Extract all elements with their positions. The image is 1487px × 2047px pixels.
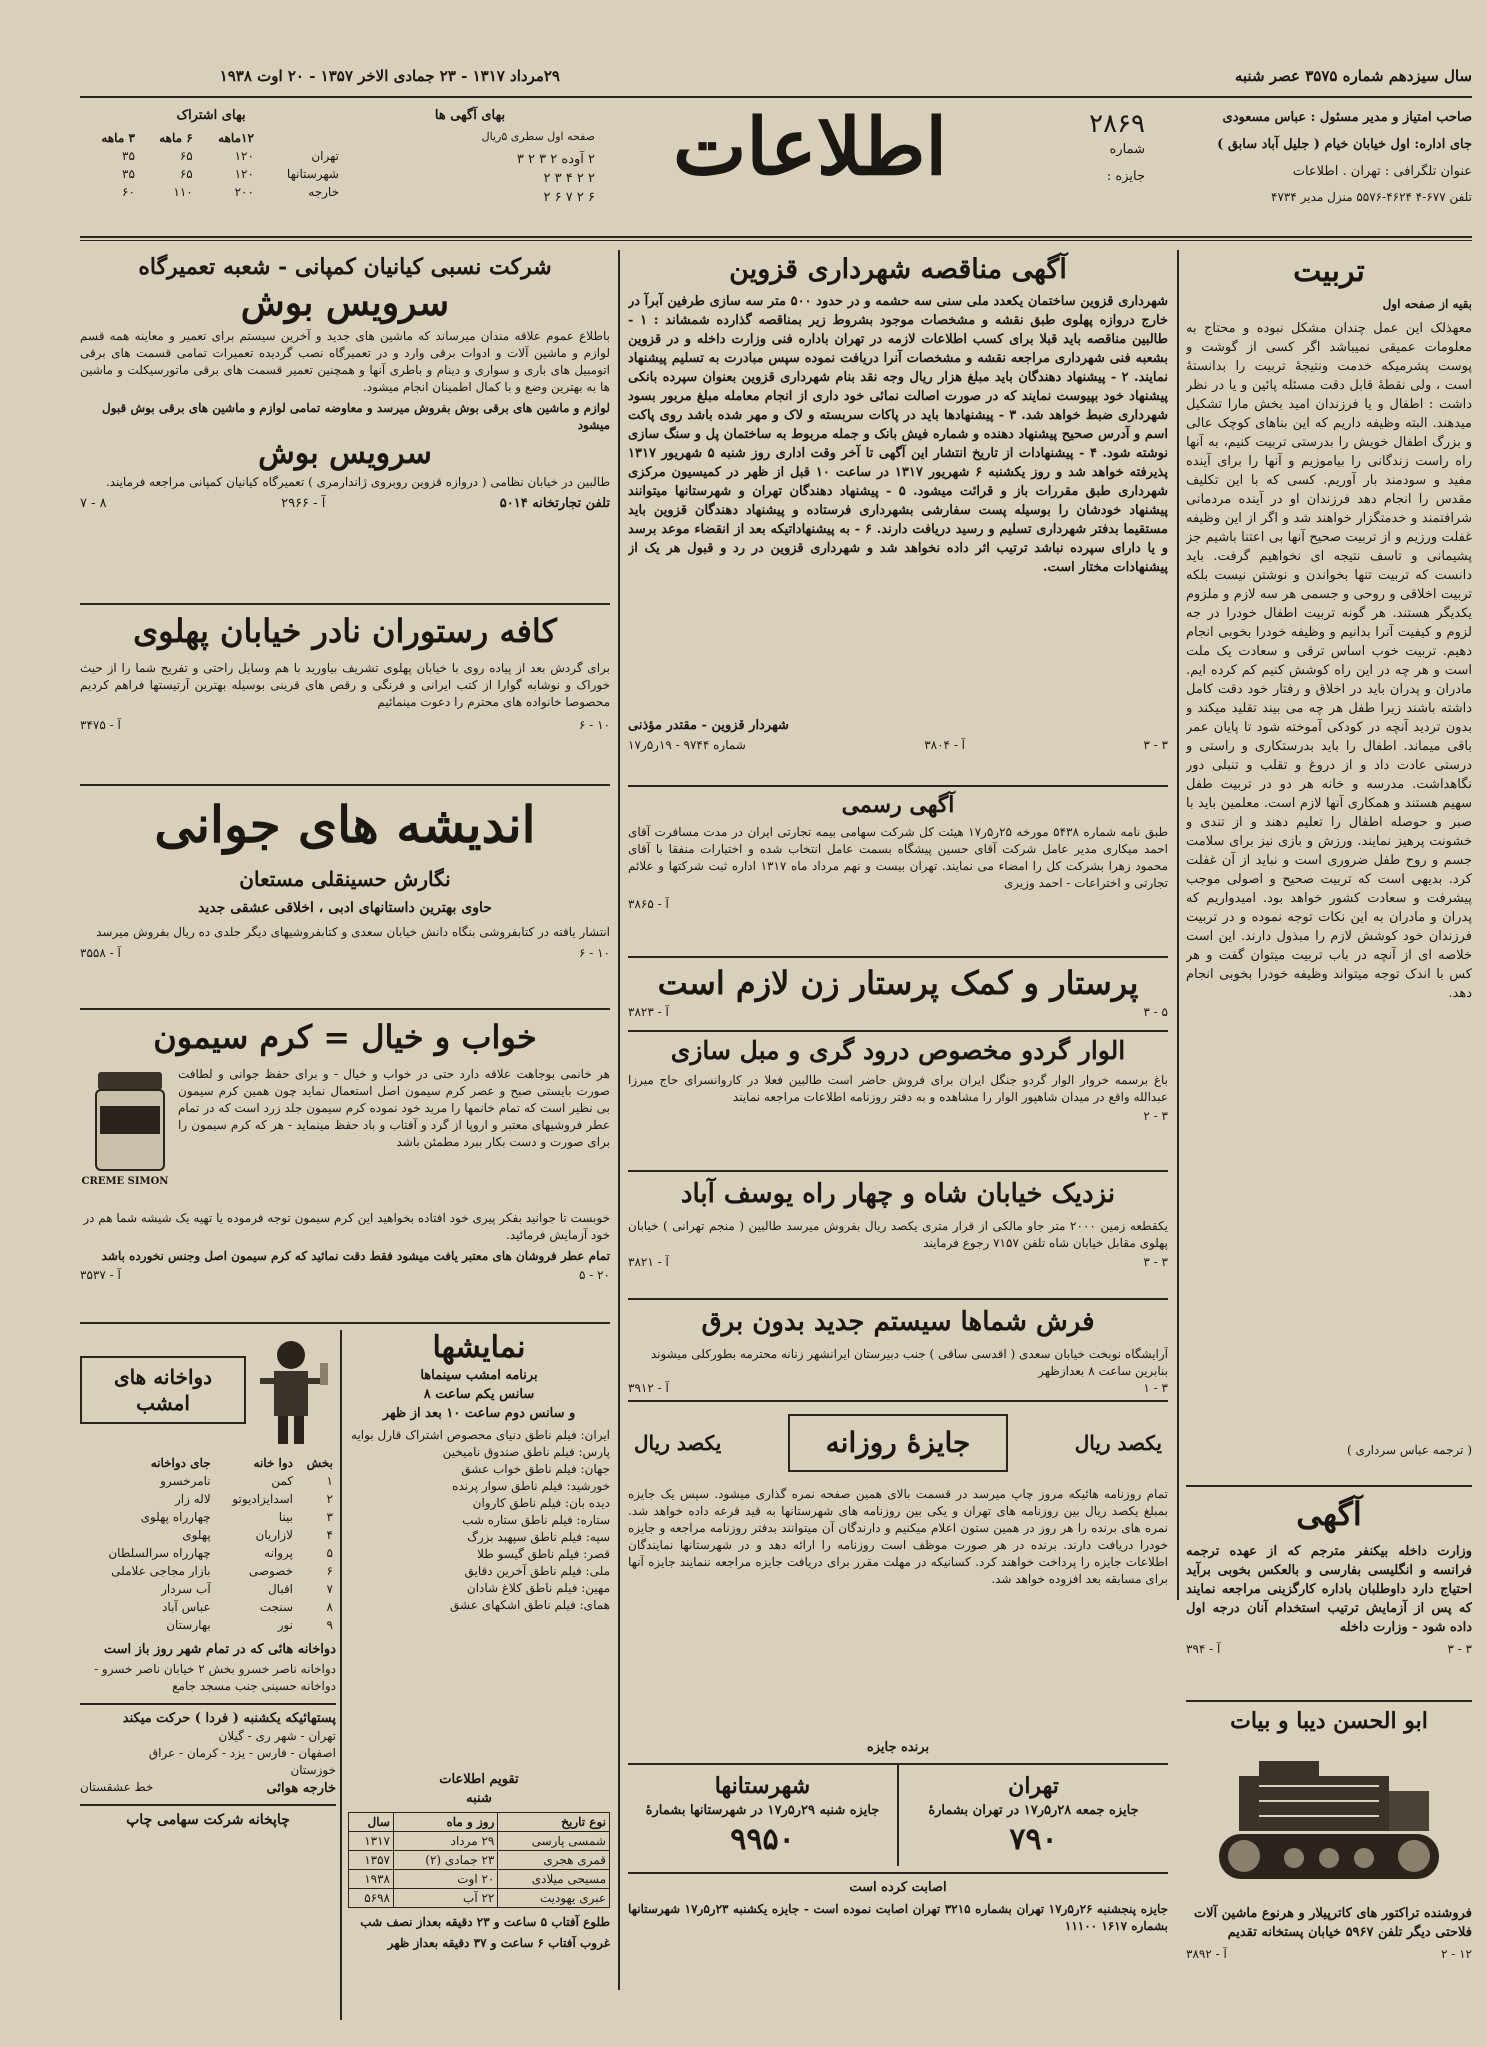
prize-title: جایزهٔ روزانه xyxy=(788,1414,1008,1472)
ad-ref-code: آ - ۲۹۶۶ xyxy=(281,496,326,511)
cal-day: ۲۰ اوت xyxy=(393,1870,497,1889)
pharmacy-district: ۱ xyxy=(326,1474,333,1488)
ad-body: یکقطعه زمین ۲۰۰۰ متر جاو مالکی از قرار متری یکصد ریال بفروش میرسد طالبین ( منجم تهرانی ) خیابان پهلوی مقابل خیابان شاه تلفن ۷۱۵۷ رجوع فرمایند xyxy=(628,1219,1168,1250)
ad-creme-simon xyxy=(80,1016,610,1316)
daily-prize-box xyxy=(628,1408,1168,2028)
pharmacy-name: کمن xyxy=(271,1474,294,1488)
ad-ref-code: آ - ۳۴۷۵ xyxy=(80,718,121,732)
book-title: اندیشه های جوانی xyxy=(154,795,536,854)
ad-ref-run: ۶ - ۱۰ xyxy=(578,718,610,732)
allnight-body: دواخانه ناصر خسرو بخش ۲ خیابان ناصر خسرو - دواخانه حسینی جنب مسجد جامع xyxy=(94,1662,336,1693)
ad-ref-run: ۳ - ۳ xyxy=(1447,1642,1472,1656)
subscription-title: بهای اشتراک xyxy=(176,108,246,123)
pharmacy-place: لاله زار xyxy=(174,1492,211,1506)
cal-year: ۱۹۳۸ xyxy=(349,1870,394,1889)
sunset: غروب آفتاب ۶ ساعت و ۳۷ دقیقه بعداز ظهر xyxy=(387,1936,610,1950)
ad-ref-run: ۶ - ۱۰ xyxy=(578,946,610,960)
ad-ref-run: ۷ - ۸ xyxy=(80,496,107,511)
ad-ref-code: آ - ۳۵۵۸ xyxy=(80,946,121,960)
sub-cell: ۶۵ xyxy=(179,149,193,163)
paid-title: اصابت کرده است xyxy=(628,1872,1168,1897)
issue-number: ۲۸۶۹ xyxy=(1089,109,1145,139)
book-desc: حاوی بهترین داستانهای ادبی ، اخلاقی عشقی جدید xyxy=(198,900,492,916)
cinema-program: برنامه امشب سینماها xyxy=(420,1368,538,1383)
paid-text: جایزه پنجشنبه ۲۶ر۵ر۱۷ تهران بشماره ۳۲۱۵ تهران اصابت نموده است - جایزه یکشنبه ۲۳ر۵ر۱۷ شهرستانها بشماره ۱۶۱۷ ۱۱۱۰۰ xyxy=(628,1902,1168,1933)
ad-title: کافه رستوران نادر خیابان پهلوی xyxy=(133,612,557,650)
cal-day: ۲۹ مرداد xyxy=(393,1832,497,1851)
sub-header-cell: ۱۲ماهه xyxy=(218,131,254,145)
calendar-title: تقویم اطلاعات xyxy=(439,1772,519,1787)
air-body: خط عشقستان xyxy=(80,1780,154,1794)
masthead-logo: اطلاعات xyxy=(672,102,948,193)
pharmacy-place: نامرخسرو xyxy=(160,1474,211,1488)
ad-land-sale xyxy=(628,1176,1168,1296)
ad-nurse xyxy=(628,962,1168,1024)
issue-number-block xyxy=(1030,108,1145,198)
issue-line: سال سیزدهم شماره ۳۵۷۵ عصر شنبه xyxy=(1234,67,1472,85)
ad-hair-salon xyxy=(628,1304,1168,1396)
cinema-show-1: سانس یکم ساعت ۸ xyxy=(423,1387,535,1402)
winners-title: برنده جایزه xyxy=(866,1740,930,1755)
ad-ref-code: آ - ۳۸۲۳ xyxy=(628,1005,669,1019)
cinema-row: مهین: فیلم ناطق کلاغ شادان xyxy=(466,1581,610,1595)
pharmacy-district: ۲ xyxy=(326,1492,333,1506)
cal-kind: مسیحی میلادی xyxy=(498,1870,610,1889)
calendar-box xyxy=(348,1770,610,2020)
allnight-title: دواخانه هائی که در تمام شهر روز باز است xyxy=(103,1642,336,1657)
ad-book xyxy=(80,792,610,1002)
article-title: تربیت xyxy=(1293,254,1365,289)
sunrise: طلوع آفتاب ۵ ساعت و ۲۳ دقیقه بعداز نصف شب xyxy=(360,1915,610,1929)
cal-kind: شمسی پارسی xyxy=(498,1832,610,1851)
ad-price-table xyxy=(345,106,595,222)
post-row: اصفهان - فارس - یزد - کرمان - عراق xyxy=(148,1746,336,1760)
prize-amount-left: یکصد ریال xyxy=(634,1431,722,1455)
ad-body-secondary: خوبست تا جوانید بفکر پیری خود افتاده بخواهید این کرم سیمون توجه فرموده یا تهیه یک شیشه شما هم در خود آزمایش فرمائید. xyxy=(83,1211,610,1242)
cinema-row: ایران: فیلم ناطق دنیای محصوص اشتراک قارل بوایه xyxy=(351,1428,610,1442)
ad-title-repeat: سرویس بوش xyxy=(258,436,432,471)
air-title: خارجه هوائی xyxy=(266,1781,336,1796)
phone-line: تلفن ۶۷۷-۴ ۴۶۲۴-۵۵۷۶ منزل مدیر ۴۷۳۴ xyxy=(1271,190,1472,204)
cal-kind: قمری هجری xyxy=(498,1851,610,1870)
ad-body-tertiary: تمام عطر فروشان های معتبر یافت میشود فقط دقت نمائید که کرم سیمون اصل وجنس نخورده باشد xyxy=(101,1249,610,1263)
pharmacy-name: سنجت xyxy=(259,1600,294,1614)
winner-provinces xyxy=(628,1765,897,1866)
ad-price-header: صفحه اول سطری ۵ریال xyxy=(481,130,595,143)
cinema-row: پارس: فیلم ناطق صندوق نامیخین xyxy=(442,1445,610,1459)
winner-text: جایزه شنبه ۲۹ر۵ر۱۷ در شهرستانها بشمارهٔ xyxy=(645,1803,880,1818)
ad-price-row: ۶ ۲ ۷ ۶ ۲ xyxy=(543,190,595,205)
sub-cell: ۶۰ xyxy=(122,185,135,199)
ad-title: خواب و خیال = کرم سیمون xyxy=(153,1018,537,1056)
cal-header: روز و ماه xyxy=(393,1813,497,1832)
ad-title: سرویس بوش xyxy=(240,282,450,324)
winner-number: ۹۹۵۰ xyxy=(730,1822,795,1857)
winner-tehran xyxy=(897,1765,1168,1866)
sub-header-cell: ۶ ماهه xyxy=(159,131,193,145)
cream-jar-icon xyxy=(90,1066,170,1176)
pharmacy-district: ۸ xyxy=(326,1600,333,1614)
ad-ref-code: آ - ۳۸۲۱ xyxy=(628,1255,669,1269)
cinema-row: جهان: فیلم ناطق خواب عشق xyxy=(461,1462,610,1476)
pharmacy-place: آب سردار xyxy=(161,1582,211,1596)
sub-cell: ۳۵ xyxy=(122,167,135,181)
pharmacy-district: ۵ xyxy=(326,1546,333,1560)
cinema-row: همای: فیلم ناطق اشکهای عشق xyxy=(450,1598,610,1612)
ad-body: باطلاع عموم علاقه مندان میرساند که ماشین های جدید و آخرین سیستم برای تعمیر و معاینه همه قسم لوازم و ماشین آلات و ادوات برقی وارد و در تعمیرگاه نصب گردیده تعمیرات تمامی قسمت های برقی اتومبیل های باری و سواری و دینام و باطری آنها و همچنین تعمیر قسمت های برقی ماتورسیکلت و ماشین ها به بهترین وضع و با کمال اطمینان انجام میشود. xyxy=(80,329,610,394)
cal-day: ۲۳ جمادی (۲) xyxy=(393,1851,497,1870)
office-line: جای اداره: اول خیابان خیام ( جلیل آباد سابق ) xyxy=(1217,137,1472,152)
ad-body: باغ برسمه خروار الوار گردو جنگل ایران برای فروش حاضر است طالبین فعلا در کاروانسرای حاج میرزا عبدالله واقع در میدان شاهپور الوار را مشاهده و به دفتر روزنامه اطلاعات مراجعه نمایند xyxy=(628,1073,1168,1104)
cal-year: ۵۶۹۸ xyxy=(349,1889,394,1908)
pharmacy-place: پهلوی xyxy=(182,1528,211,1542)
ad-bosch-service xyxy=(80,252,610,597)
pharmacy-name: خصوصی xyxy=(248,1564,294,1578)
ad-ref-code: آ - ۳۸۰۴ xyxy=(924,738,966,752)
ad-body: برای گردش بعد از پیاده روی با خیابان پهلوی تشریف بیاورید با هم وسایل راحتی و تفریح شما را از حیث خوراک و نوشابه گوارا از کتب ایرانی و فرنگی و رقص های قرینی بوسیله بهترین آرتیستها فراهم کردیم محصوصا خانواده های محترم را دعوت مینمائیم xyxy=(80,661,610,709)
sub-place: شهرستانها xyxy=(286,167,339,181)
date-line: ۲۹مرداد ۱۳۱۷ - ۲۳ جمادی الاخر ۱۳۵۷ - ۲۰ اوت ۱۹۳۸ xyxy=(219,67,560,85)
ad-ref-run: ۳ - ۳ xyxy=(1143,1255,1168,1269)
pharmacy-place: بهارستان xyxy=(166,1618,211,1632)
post-row: خوزستان xyxy=(290,1763,336,1777)
ad-ref-code: آ - ۳۵۳۷ xyxy=(80,1268,121,1282)
sub-cell: ۲۰۰ xyxy=(234,185,254,199)
pharmacy-district: ۶ xyxy=(326,1564,333,1578)
ad-price-row: ۲ ۲ ۴ ۳ ۲ xyxy=(543,171,595,186)
cinema-listings xyxy=(348,1330,610,1830)
sub-cell: ۳۵ xyxy=(122,149,135,163)
ad-walnut-timber xyxy=(628,1036,1168,1166)
ad-qazvin-tender xyxy=(628,252,1168,777)
ad-price-title: بهای آگهی ها xyxy=(434,108,506,123)
ad-ref-code: آ - ۳۹۴ xyxy=(1186,1642,1221,1656)
sub-cell: ۱۲۰ xyxy=(234,149,254,163)
ad-ref-number: شماره ۹۷۴۴ - ۱۹ر۵ر۱۷ xyxy=(628,738,746,752)
owner-line: صاحب امتیاز و مدیر مسئول : عباس مسعودی xyxy=(1222,110,1472,125)
article-tarbiat xyxy=(1186,252,1472,1477)
ad-ref-code: آ - ۳۹۱۲ xyxy=(628,1381,669,1395)
ad-ref-code: آ - ۳۸۹۲ xyxy=(1186,1947,1227,1961)
ad-title: آگهی رسمی xyxy=(841,792,955,818)
tractor-icon xyxy=(1199,1746,1459,1896)
ad-body: هر خانمی بوجاهت علاقه دارد حتی در خواب و خیال - و برای حفظ جوانی و لطافت صورت بایستی صبح و عصر کرم سیمون اصل استعمال نماید چون همین کرم سیمون بی نظیر است که تمام خانمها را مرید خود نموده کرم سیمون جلد زرد است که در تمام عطر فروشیهای معتبر و اروپا از گرد و آفتاب و باد حفظ مینماید - هر که کرم سیمون را برای صورت و دست بکار ببرد مطمئن باشد xyxy=(178,1067,610,1149)
pharmacy-table xyxy=(80,1454,336,1634)
pharmacy-name: پروانه xyxy=(264,1546,294,1560)
ad-interior-ministry xyxy=(1186,1492,1472,1694)
ad-ref-run: ۲ - ۳ xyxy=(1143,1109,1168,1123)
telegraph-line: عنوان تلگرافی : تهران . اطلاعات xyxy=(1292,164,1472,179)
calendar-day: شنبه xyxy=(466,1791,492,1806)
prize-amount-right: یکصد ریال xyxy=(1074,1431,1162,1455)
pharmacy-place: چهارراه پهلوی xyxy=(140,1510,211,1524)
ad-price-row: ۲ آوده ۲ ۳ ۲ ۳ xyxy=(516,152,595,167)
pharmacy-district: ۴ xyxy=(326,1528,333,1542)
ad-title: نزدیک خیابان شاه و چهار راه یوسف آباد xyxy=(680,1179,1116,1209)
pharmacy-header: جای دواخانه xyxy=(150,1456,211,1470)
masthead-logo-box xyxy=(600,100,1020,224)
article-signoff: ( ترجمه عباس سرداری ) xyxy=(1347,1443,1472,1457)
pharmacy-header: دوا خانه xyxy=(253,1456,294,1470)
prize-label: جایزه : xyxy=(1106,169,1145,184)
ad-cafe-nader xyxy=(80,610,610,780)
ad-address: طالبین در خیابان نظامی ( دروازه قزوین روبروی ژاندارمری ) تعمیرگاه کیانیان کمپانی مراجعه فرمایند. xyxy=(105,475,610,489)
pharmacy-listings xyxy=(80,1330,336,2020)
cinema-title: نمایشها xyxy=(432,1330,526,1365)
cal-year: ۱۳۱۷ xyxy=(349,1832,394,1851)
sub-header-cell: ۳ ماهه xyxy=(101,131,135,145)
cinema-row: ملی: فیلم ناطق آخرین دقایق xyxy=(464,1564,610,1578)
ad-ref-code: آ - ۳۸۶۵ xyxy=(628,897,669,911)
cinema-row: ستاره: فیلم ناطق ستاره شب xyxy=(462,1513,610,1527)
calendar-table xyxy=(348,1812,610,1908)
ad-body: وزارت داخله بیکنفر مترجم که از عهده ترجمه فرانسه و انگلیسی بفارسی و بالعکس بخوبی برآید احتیاج دارد داوطلبان باداره کارگزینی مراجعه نمایند که پس از آزمایش ترتیب استخدام آنان درجه اول داده شود - وزارت داخله xyxy=(1186,1544,1472,1635)
book-body: انتشار یافته در کتابفروشی بنگاه دانش خیابان سعدی و کتابفروشیهای دیگر جلدی ده ریال بفروش میرسد xyxy=(96,925,610,939)
pharmacy-district: ۹ xyxy=(326,1618,333,1632)
cal-header: سال xyxy=(349,1813,394,1832)
ad-ref-run: ۲ - ۱۲ xyxy=(1440,1947,1472,1961)
pharmacy-name: نور xyxy=(277,1618,294,1632)
ad-body: طبق نامه شماره ۵۴۳۸ مورخه ۲۵ر۵ر۱۷ هیئت کل شرکت سهامی بیمه تجارتی ایران در مدت مسافرت آقای احمد میکاری مدیر عامل شرکت آقای حسین پیشگاه بسمت عامل انتخاب شده و اختیارات منفقا با آقای محمود زهرا بشرکت کل را امضاء می نمایند. تهران بیست و نهم مرداد ماه ۱۳۱۷ اداره ثبت شرکتها و علائم تجارتی و اختراعات - احمد وزیری xyxy=(628,825,1168,890)
cal-year: ۱۳۵۷ xyxy=(349,1851,394,1870)
pharmacy-name: لازاریان xyxy=(255,1528,294,1542)
cal-header: نوع تاریخ xyxy=(498,1813,610,1832)
winner-number: ۷۹۰ xyxy=(1009,1822,1058,1857)
cinema-row: خورشید: فیلم ناطق سوار پرنده xyxy=(452,1479,610,1493)
publisher-block xyxy=(1150,108,1472,224)
pharmacy-name: اسدایزادیوتو xyxy=(232,1492,294,1506)
prize-body: تمام روزنامه هائیکه مروز چاپ میرسد در قسمت بالای همین صفحه نمره گذاری میشود. سپس یک جایزه بمبلغ یکصد ریال بین روزنامه های تهران و یکی بین روزنامه های شهرستانها به قید قرعه داده خواهد شد. نمره های برنده را هر روز در همین ستون اعلام میکنیم و دارندگان آن میتوانند بدفتر روزنامه مراجعه و جایزه خودرا دریافت دارند. برنده در هر صورت موظف است روزنامه را ارائه دهد و در شهرستانها نمایندگان اطلاعات جایزه را پرداخت خواهند کرد. کسانیکه در مهلت مقرر برای دریافت جایزه مراجعه ننمایند جایزه آنها برای مسابقه بعد افزوده خواهد شد. xyxy=(628,1487,1168,1586)
ad-ref-run: ۵ - ۲۰ xyxy=(578,1268,610,1282)
ad-body-secondary: لوازم و ماشین های برقی بوش بفروش میرسد و معاوضه تمامی لوازم و ماشین های برقی بوش قبول میشود xyxy=(102,401,610,432)
post-title: پستهائیکه یکشنبه ( فردا ) حرکت میکند xyxy=(122,1711,336,1726)
ad-body: شهرداری قزوین ساختمان یکعدد ملی سنی سه حشمه و در حدود ۵۰۰ متر سه سازی طرفین آبرآ در خارج دروازه پهلوی طبق نقشه و مشخصات موجود بشروط زیر بمناقصه گذارده شمشاند : ۱ - طالبین مناقصه باید قبلا برای کسب اطلاعات لازمه در تهران باداره فنی وزارت داخله و در قزوین بشعبه فنی شهرداری مراجعه نقشه و مشخصات آنرا دریافت نموده سپس مبادرت به تسلیم پیشنهاد نمایند. ۲ - پیشنهاد دهندگان باید مبلغ هزار ریال وجه نقد بنام شهرداری قزوین بعنوان سپرده بانکی پیشنهاد خود بپیوست نمایند که در صورت اصالت نمائی خود داری از انجام معامله مبلغ مربور بسود شهرداری ضبط خواهد شد. ۳ - پیشنهادها باید در پاکات سربسته و لاک و مهر شده باشد روی پاکت اسم و آدرس صحیح پیشنهاد دهنده و شماره فیش بانک و جمله مربوط به ساختمان پل و سنگ سازی نوشته شود. ۴ - پیشنهادات از تاریخ انتشار این آگهی تا آخر وقت اداری روز شنبه ۵ شهریور ۱۳۱۷ پذیرفته خواهد شد و روز یکشنبه ۶ شهریور ۱۳۱۷ در ساعت ۱۰ قبل از ظهر در کمیسیون مرکزی شهرداری طبق مقررات باز و قرائت میشود. ۵ - پیشنهاد دهندگان تهران و شهرستانها میتوانند پیشنهاد خودشان را بوسیله پست سفارشی بشهرداری فرستاده و پیشنهاد دهندگان قزوین باید مستقیما بدفتر شهرداری تسلیم و رسید دریافت دارند. ۶ - به پیشنهاداتیکه بعد از انقضاء موعد برسد و یا دارای سپرده نباشد ترتیب اثر داده نخواهد شد و شهرداری قزوین در رد و قبول هر یک از پیشنهادات مختار است. xyxy=(628,294,1168,575)
cal-kind: عبری یهودیت xyxy=(498,1889,610,1908)
pharmacy-place: بازار مجاجی علاملی xyxy=(111,1564,211,1578)
ad-title: ابو الحسن دیبا و بیات xyxy=(1230,1708,1428,1734)
ad-subtitle: شرکت نسبی کیانیان کمپانی - شعبه تعمیرگاه xyxy=(138,254,552,280)
ad-official-notice xyxy=(628,790,1168,950)
sub-cell: ۶۵ xyxy=(179,167,193,181)
sub-cell: ۱۱۰ xyxy=(173,185,193,199)
pharmacy-district: ۷ xyxy=(326,1582,333,1596)
cream-jar-label: CREME SIMON xyxy=(81,1176,169,1187)
pharmacy-header: بخش xyxy=(306,1456,333,1470)
ad-title: آگهی مناقصه شهرداری قزوین xyxy=(729,254,1067,285)
winner-text: جایزه جمعه ۲۸ر۵ر۱۷ در تهران بشمارهٔ xyxy=(928,1803,1139,1818)
ad-title: پرستار و کمک پرستار زن لازم است xyxy=(657,964,1139,1002)
pharmacy-name: بینا xyxy=(278,1510,294,1524)
subscription-table xyxy=(80,106,342,222)
ad-body: آرایشگاه نوبخت خیابان سعدی ( اقدسی ساقی ) جنب دبیرستان ایرانشهر زنانه محترمه بطورکلی میشوند بنابرین ساعت ۸ بعدازظهر xyxy=(650,1347,1168,1378)
pharmacy-district: ۳ xyxy=(326,1510,333,1524)
printer-credit: چاپخانه شرکت سهامی چاپ xyxy=(80,1804,336,1830)
pharmacy-place: چهارراه سرالسلطان xyxy=(108,1546,211,1560)
pharmacy-banner: دواخانه های امشب xyxy=(80,1356,246,1424)
sub-cell: ۱۲۰ xyxy=(234,167,254,181)
pharmacy-place: عباس آباد xyxy=(162,1600,211,1614)
ad-ref-run: ۳ - ۵ xyxy=(1143,1005,1168,1019)
article-continued: بقیه از صفحه اول xyxy=(1382,297,1472,311)
ad-body: فروشنده تراکتور های کاترپیلار و هرنوع ماشین آلات فلاحتی دیگر تلفن ۵۹۶۷ خیابان پستخانه تقدیم xyxy=(1193,1906,1472,1940)
cinema-row: قصر: فیلم ناطق گیسو طلا xyxy=(477,1547,610,1561)
cinema-show-2: و سانس دوم ساعت ۱۰ بعد از ظهر xyxy=(382,1406,576,1421)
ad-phone: تلفن تجارتخانه ۵۰۱۴ xyxy=(499,496,610,511)
post-row: تهران - شهر ری - گیلان xyxy=(218,1729,336,1743)
ad-ref-run: ۳ - ۳ xyxy=(1143,738,1168,752)
cal-day: ۲۲ آب xyxy=(393,1889,497,1908)
sub-place: تهران xyxy=(311,149,339,163)
cinema-row: سپه: فیلم ناطق سپهبد بزرگ xyxy=(467,1530,610,1544)
ad-tractor xyxy=(1186,1706,1472,2024)
article-body: معهذلک این عمل چندان مشکل نبوده و محتاج به معلومات عمیقی نمیباشد اگر کسی از گوشت و پوست پشرمیکه خدمت ونتیجهٔ تربیت را بدانستهٔ است ، ولی نقطهٔ قابل دقت مسئله پائین و یا در نظر داشت : اطفال و یا فرزندان امید بخش مارا تشکیل میدهند. البته وظیفه داریم که این بناهای کوچک عالی و بزرگ اطفال خویش را بدرستی تربیت کنیم، به آنها راه راست زندگانی را بیاموزیم و آنها را برای آینده مفید و سودمند بار آوریم. کسی که با این تکلیف مقدس را انجام دهد فرزندان او در آینده مردمانی شرافتمند و خدمتگزار خواهند شد و اگر از این وظیفه غفلت ورزیم و از تربیت صحیح آنها بی اعتنا باشیم جز پشیمانی و تاسف نتیجه ای نخواهیم گرفت. باید دانست که تربیت تنها بخواندن و نوشتن نیست بلکه تربیت اخلاقی و روحی و جسمی هر سه لازم و ملزوم یکدیگر هستند. هر گونه تربیت اطفال خودرا در جه لزوم و کیفیت آنرا بدانیم و وظیفه خودرا بخوبی انجام دهیم. تربیت خوب اساس ترقی و سعادت یک ملت است و هر چه در این راه کوشش کنیم کم کرده ایم. مادران و پدران باید در اخلاق و رفتار خود دقت کامل داشته باشند زیرا طفل هر چه می بیند تقلید میکند و بدون تردید آنچه در کودکی آموخته شود تا پایان عمر باقی میماند. اطفال را باید بدرستکاری و راستی و درستی عادت داد و از دروغ و تقلب و تنبلی دور نگاهداشت. مدرسه و خانه هر دو در تربیت طفل سهیم هستند و همکاری آنها لازم است. معلمین باید با صبر و حوصله اطفال را تعلیم دهند و از تندی و خشونت پرهیز نمایند. ورزش و بازی نیز برای سلامت جسم و روح طفل ضروری است و نباید از آن غفلت کرد. بدیهی است که تربیت صحیح و اصولی موجب پیشرفت و سعادت کشور خواهد بود. امیدواریم که پدران و مادران به این نکات توجه نموده و در تربیت فرزندان خود کوشش لازم را مبذول دارند. این است خلاصه ای از آنچه در باب تربیت میتوان گفت و هر کس با اندک توجه میتواند وظیفه خودرا بخوبی انجام دهد. xyxy=(1186,321,1472,1001)
ad-title: الوار گردو مخصوص درود گری و مبل سازی xyxy=(670,1036,1126,1065)
ad-title: آگهی xyxy=(1296,1495,1362,1533)
subscription-grid xyxy=(80,129,342,201)
pharmacist-icon xyxy=(246,1333,336,1448)
ad-ref-run: ۱ - ۳ xyxy=(1143,1381,1168,1395)
sub-place: خارجه xyxy=(308,185,339,199)
cinema-row: دیده بان: فیلم ناطق کاروان xyxy=(472,1496,610,1510)
winner-region: شهرستانها xyxy=(714,1773,811,1799)
ad-signature: شهردار قزوین - مقتدر مؤذنی xyxy=(628,718,789,733)
issue-number-label: شماره xyxy=(1109,142,1145,157)
cream-jar xyxy=(80,1066,170,1206)
winner-region: تهران xyxy=(1008,1773,1059,1799)
book-author: نگارش حسینقلی مستعان xyxy=(239,867,451,891)
pharmacy-name: اقبال xyxy=(267,1582,294,1596)
ad-title: فرش شماها سیستم جدید بدون برق xyxy=(701,1307,1095,1337)
